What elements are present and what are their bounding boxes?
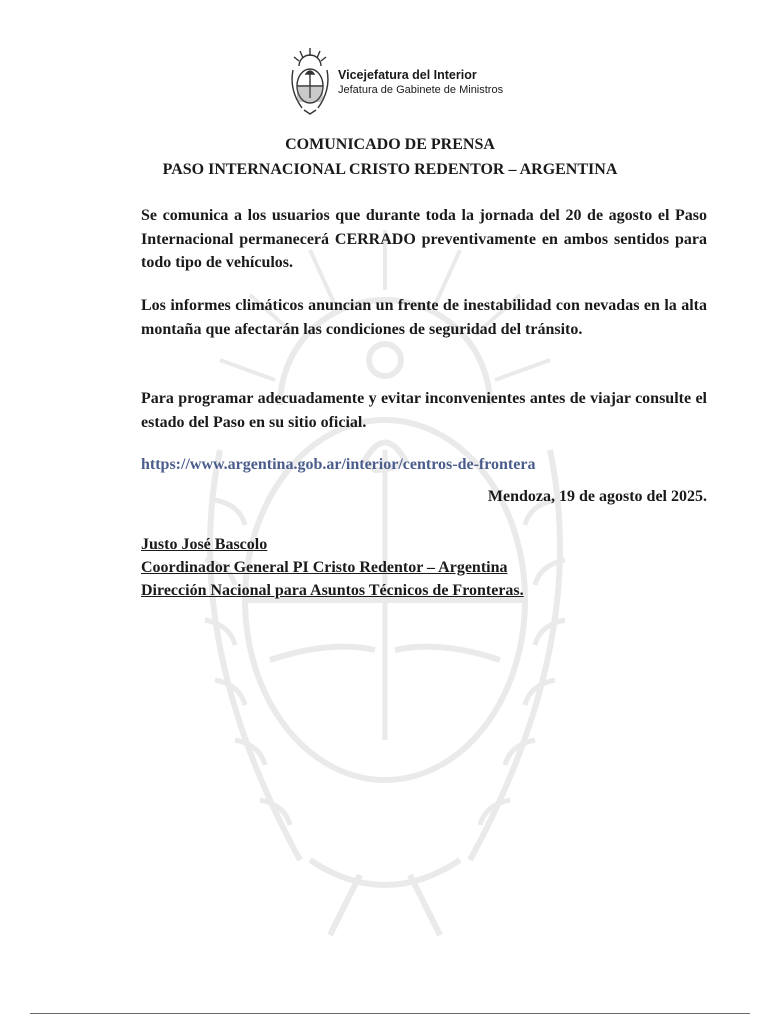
letterhead <box>288 46 503 118</box>
official-site-link[interactable]: https://www.argentina.gob.ar/interior/centros-de-frontera <box>141 456 536 473</box>
signatory-role: Coordinador General PI Cristo Redentor – Argentina <box>141 559 508 576</box>
paragraph-weather: Los informes climáticos anuncian un frente de inestabilidad con nevadas en la alta montaña que afectarán las condiciones de seguridad del tránsito. <box>141 297 707 338</box>
header-subtitle: Jefatura de Gabinete de Ministros <box>338 83 504 96</box>
heading-pass-name: PASO INTERNACIONAL CRISTO REDENTOR – ARGENTINA <box>162 161 618 178</box>
dateline: Mendoza, 19 de agosto del 2025. <box>487 488 707 505</box>
argentina-coat-of-arms-icon <box>288 46 332 118</box>
heading-press-release: COMUNICADO DE PRENSA <box>285 136 495 153</box>
signatory-office: Dirección Nacional para Asuntos Técnicos de Fronteras. <box>141 582 524 599</box>
signatory-name: Justo José Bascolo <box>141 536 268 553</box>
paragraph-advice: Para programar adecuadamente y evitar inconvenientes antes de viajar consulte el estado del Paso en su sitio oficial. <box>141 390 707 431</box>
header-title: Vicejefatura del Interior <box>338 67 477 82</box>
footer-divider <box>30 1013 750 1014</box>
paragraph-closure: Se comunica a los usuarios que durante toda la jornada del 20 de agosto el Paso Internacional permanecerá CERRADO preventivamente en ambos sentidos para todo tipo de vehículos. <box>141 207 707 271</box>
